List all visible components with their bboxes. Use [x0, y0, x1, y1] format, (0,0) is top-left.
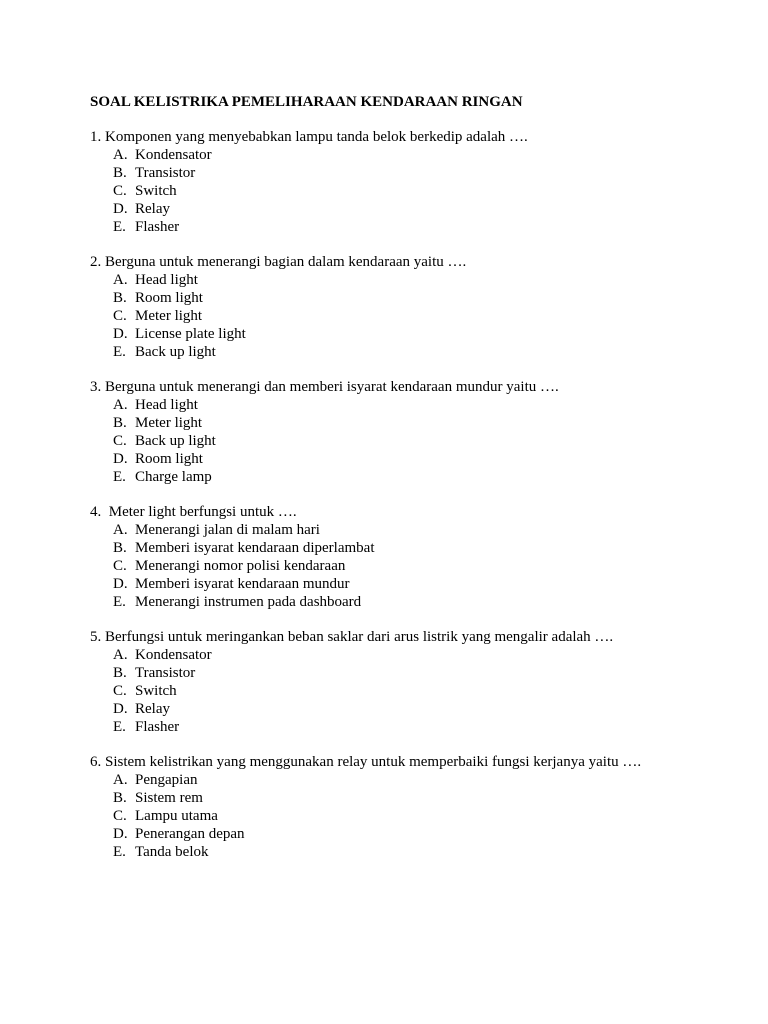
option-letter: E.: [113, 469, 126, 485]
option-item: [90, 682, 730, 700]
option-letter: C.: [113, 808, 127, 824]
option-item: [90, 182, 730, 200]
option-letter: C.: [113, 308, 127, 324]
option-letter: B.: [113, 540, 127, 556]
option-letter: D.: [113, 326, 128, 342]
question-text: 1. Komponen yang menyebabkan lampu tanda belok berkedip adalah ….: [90, 129, 528, 145]
option-item: [90, 432, 730, 450]
option-letter: B.: [113, 290, 127, 306]
option-letter: A.: [113, 522, 128, 538]
question-text: 6. Sistem kelistrikan yang menggunakan relay untuk memperbaiki fungsi kerjanya yaitu ….: [90, 754, 642, 770]
option-letter: A.: [113, 147, 128, 163]
question-3: [90, 378, 730, 486]
option-letter: C.: [113, 433, 127, 449]
option-letter: D.: [113, 701, 128, 717]
option-letter: D.: [113, 576, 128, 592]
question-4: [90, 503, 730, 611]
option-item: [90, 575, 730, 593]
option-item: [90, 343, 730, 361]
option-item: [90, 789, 730, 807]
option-item: [90, 396, 730, 414]
option-text: Back up light: [135, 344, 216, 360]
option-item: [90, 450, 730, 468]
option-item: [90, 468, 730, 486]
option-item: [90, 539, 730, 557]
option-list: [90, 271, 730, 361]
option-text: Menerangi instrumen pada dashboard: [135, 594, 362, 610]
document-title: SOAL KELISTRIKA PEMELIHARAAN KENDARAAN RINGAN: [90, 94, 523, 110]
question-1: [90, 128, 730, 236]
option-text: Kondensator: [135, 147, 212, 163]
option-text: Memberi isyarat kendaraan mundur: [135, 576, 350, 592]
option-text: Kondensator: [135, 647, 212, 663]
option-item: [90, 771, 730, 789]
option-item: [90, 218, 730, 236]
option-letter: E.: [113, 219, 126, 235]
option-item: [90, 664, 730, 682]
option-item: [90, 164, 730, 182]
option-text: Switch: [135, 683, 177, 699]
option-text: Switch: [135, 183, 177, 199]
option-list: [90, 646, 730, 736]
option-item: [90, 307, 730, 325]
option-text: Room light: [135, 290, 203, 306]
option-letter: A.: [113, 272, 128, 288]
option-text: Room light: [135, 451, 203, 467]
option-text: Meter light: [135, 308, 203, 324]
option-item: [90, 146, 730, 164]
option-text: Sistem rem: [135, 790, 203, 806]
question-text: 3. Berguna untuk menerangi dan memberi isyarat kendaraan mundur yaitu ….: [90, 379, 559, 395]
option-letter: E.: [113, 719, 126, 735]
option-item: [90, 825, 730, 843]
option-list: [90, 146, 730, 236]
option-text: Head light: [135, 397, 198, 413]
option-letter: B.: [113, 415, 127, 431]
option-letter: D.: [113, 826, 128, 842]
option-letter: B.: [113, 790, 127, 806]
option-text: Relay: [135, 201, 170, 217]
option-letter: A.: [113, 647, 128, 663]
question-text: 5. Berfungsi untuk meringankan beban saklar dari arus listrik yang mengalir adalah ….: [90, 629, 614, 645]
option-letter: E.: [113, 844, 126, 860]
option-letter: C.: [113, 558, 127, 574]
option-text: Tanda belok: [135, 844, 209, 860]
option-list: [90, 521, 730, 611]
option-item: [90, 646, 730, 664]
option-item: [90, 807, 730, 825]
option-item: [90, 700, 730, 718]
option-text: Pengapian: [135, 772, 198, 788]
option-text: Menerangi jalan di malam hari: [135, 522, 320, 538]
option-item: [90, 289, 730, 307]
option-letter: D.: [113, 451, 128, 467]
document-page: [90, 93, 730, 861]
option-letter: C.: [113, 183, 127, 199]
question-6: [90, 753, 730, 861]
option-text: Menerangi nomor polisi kendaraan: [135, 558, 346, 574]
option-letter: B.: [113, 665, 127, 681]
option-item: [90, 843, 730, 861]
option-letter: A.: [113, 397, 128, 413]
question-2: [90, 253, 730, 361]
question-list: [90, 128, 730, 861]
option-item: [90, 593, 730, 611]
option-text: License plate light: [135, 326, 246, 342]
option-text: Charge lamp: [135, 469, 212, 485]
question-text: 2. Berguna untuk menerangi bagian dalam kendaraan yaitu ….: [90, 254, 467, 270]
option-item: [90, 325, 730, 343]
option-text: Flasher: [135, 719, 180, 735]
option-text: Back up light: [135, 433, 216, 449]
option-letter: A.: [113, 772, 128, 788]
option-text: Relay: [135, 701, 170, 717]
option-letter: E.: [113, 344, 126, 360]
question-5: [90, 628, 730, 736]
option-list: [90, 771, 730, 861]
option-item: [90, 271, 730, 289]
option-letter: C.: [113, 683, 127, 699]
option-text: Memberi isyarat kendaraan diperlambat: [135, 540, 375, 556]
option-letter: E.: [113, 594, 126, 610]
option-item: [90, 718, 730, 736]
option-letter: B.: [113, 165, 127, 181]
option-text: Flasher: [135, 219, 180, 235]
question-text: 4. Meter light berfungsi untuk ….: [90, 504, 297, 520]
option-text: Penerangan depan: [135, 826, 245, 842]
option-item: [90, 414, 730, 432]
option-list: [90, 396, 730, 486]
option-text: Transistor: [135, 665, 196, 681]
option-text: Head light: [135, 272, 198, 288]
option-text: Meter light: [135, 415, 203, 431]
option-text: Transistor: [135, 165, 196, 181]
option-item: [90, 200, 730, 218]
option-text: Lampu utama: [135, 808, 218, 824]
option-item: [90, 557, 730, 575]
option-letter: D.: [113, 201, 128, 217]
option-item: [90, 521, 730, 539]
